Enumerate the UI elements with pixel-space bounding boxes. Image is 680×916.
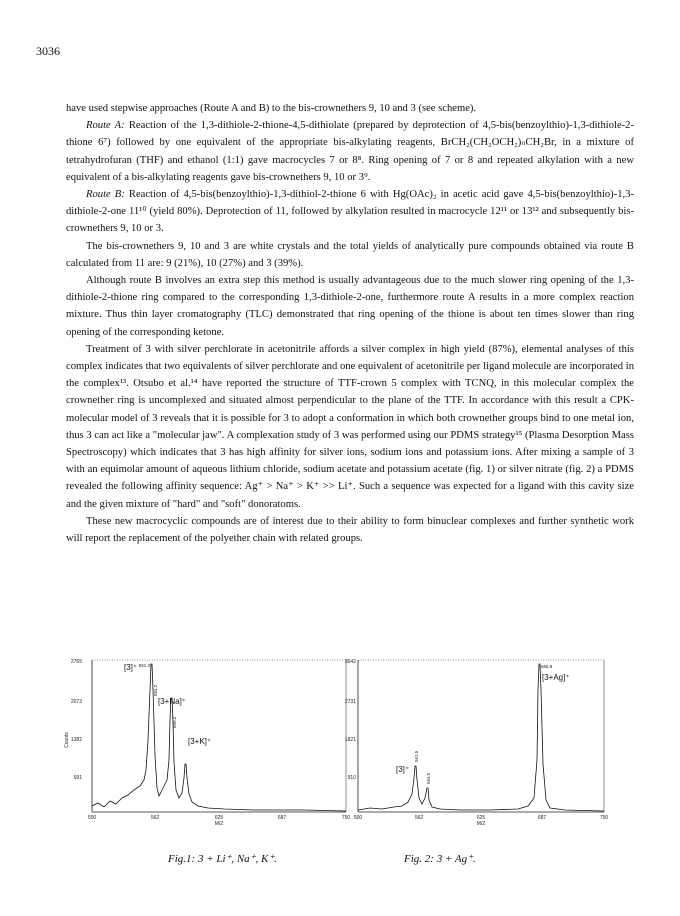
page-number: 3036 [36, 44, 60, 58]
x-tick-label: 500 [353, 815, 363, 821]
paragraph-route-b [66, 186, 634, 238]
peak-mass-label: 584.2 [153, 684, 158, 696]
x-tick-label: 687 [277, 815, 287, 821]
x-tick-label: 625 [214, 815, 224, 821]
figure-2-plot [344, 659, 609, 827]
y-tick-label: 1821 [344, 737, 356, 743]
figure-2-caption: Fig. 2: 3 + Ag⁺. [404, 853, 476, 865]
paragraph-outlook: These new macrocyclic compounds are of interest due to their ability to form binuclear complexes and further synthetic work will report the replacement of the polyether chain with related groups. [66, 515, 634, 545]
spectrum-trace [358, 664, 604, 811]
figure-1-caption: Fig.1: 3 + Li⁺, Na⁺, K⁺. [168, 853, 277, 865]
y-tick-label: 1382 [70, 737, 82, 743]
paragraph-complexation: Treatment of 3 with silver perchlorate in acetonitrile affords a silver complex in high yield (87%), elemental analyses of this complex indicates that two equivalents of silver perchlorate and one equivalent of acetonitrile per ligand molecule are incorporated in the complex¹³. Otsubo et al.¹⁴ have reported the structure of TTF-crown 5 complex with TCNQ, in this molecular complex the crownether ring is uncomplexed and situated almost perpendicular to the plane of the TTF. In accordance with this result a CPK-molecular model of 3 reveals that it is possible for 3 to adopt a conformation in which both crownether groups bind to one metal ion, thus 3 can act like a "molecular jaw". A complexation study of 3 was performed using our PDMS strategy¹⁵ (Plasma Desorption Mass Spectroscopy) which indicates that 3 has high affinity for silver ions, sodium ions and potassium ions. After mixing a sample of 3 with an equimolar amount of aqueous lithium chloride, sodium acetate and potassium acetate (fig. 1) or silver nitrate (fig. 2) a PDMS revealed the following affinity sequence: Ag⁺ > Na⁺ > K⁺ >> Li⁺. Such a sequence was expected for a ligand with this cavity size and the given mixture of "hard" and "soft" donoratoms. [66, 343, 634, 510]
x-tick-label: 500 [87, 815, 97, 821]
y-tick-label: 2073 [70, 699, 82, 705]
x-tick-label: 750 [599, 815, 609, 821]
figure-2-spectrum [344, 659, 609, 827]
x-axis-label: M/Z [476, 821, 486, 827]
y-axis-label: Counts [64, 732, 70, 748]
peak-mass-label: 561.5 [414, 750, 419, 762]
ion-label-ag: [3+Ag]⁺ [542, 673, 570, 682]
ion-label-na: [3+Na]⁺ [158, 697, 187, 706]
peak-mass-label: 561.3 [138, 663, 150, 668]
y-tick-label: 2731 [344, 699, 356, 705]
spectrum-trace [92, 664, 346, 811]
article-body [66, 100, 634, 547]
x-tick-label: 750 [341, 815, 351, 821]
peak-mass-label: 584.5 [426, 772, 431, 784]
y-tick-label: 691 [73, 775, 82, 781]
x-tick-label: 687 [537, 815, 547, 821]
peak-mass-label: 668.8 [541, 664, 553, 669]
paragraph-route-comparison: Although route B involves an extra step this method is usually advantageous due to the much slower ring opening of the 1,3-dithiole-2-thione ring compared to the corresponding 1,3-dithiole-2-one, furthermore route A results in a more complex reaction mixture. Thus thin layer cromatography (TLC) demonstrated that ring opening of the thione is about ten times slower than ring opening of the corresponding ketone. [66, 275, 634, 338]
x-tick-label: 625 [476, 815, 486, 821]
paragraph-yields: The bis-crownethers 9, 10 and 3 are white crystals and the total yields of analytically pure compounds obtained via route B calculated from 11 are: 9 (21%), 10 (27%) and 3 (39%). [66, 240, 634, 269]
y-tick-label: 3642 [344, 659, 356, 665]
route-a-label: Route A: [86, 120, 125, 132]
x-axis-label: M/Z [214, 821, 224, 827]
paragraph-route-a [66, 117, 634, 186]
y-tick-label: 2765 [70, 659, 82, 665]
ion-label-m: [3]⁺ [396, 765, 410, 774]
route-a-text: Reaction of the 1,3-dithiole-2-thione-4,5-dithiolate (prepared by deprotection of 4,5-bis(benzoylthio)-1,3-dithiole-2-thione 6⁷) followed by one equivalent of the appropriate bis-alkylating reagents, BrCH₂(CH₂OCH₂)ₙCH₂Br, in a mixture of tetrahydrofuran (THF) and ethanol (1:1) gave macrocycles 7 or 8⁸. Ring opening of 7 or 8 and repeated alkylation with a new equivalent of a bis-alkylating reagents gave bis-crownethers 9, 10 or 3⁹. [66, 120, 634, 183]
paragraph-intro: have used stepwise approaches (Route A and B) to the bis-crownethers 9, 10 and 3 (see scheme). [66, 103, 477, 114]
route-b-label: Route B: [86, 189, 125, 201]
ion-label-m: [3]⁺ [124, 663, 138, 672]
y-tick-label: 910 [347, 775, 356, 781]
x-tick-label: 562 [414, 815, 424, 821]
x-tick-label: 562 [150, 815, 160, 821]
peak-mass-label: 600.2 [172, 716, 177, 728]
route-b-text: Reaction of 4,5-bis(benzoylthio)-1,3-dithiol-2-thione 6 with Hg(OAc)₂ in acetic acid gave 4,5-bis(benzoylthio)-1,3-dithiole-2-one 11¹⁰ (yield 80%). Deprotection of 11, followed by alkylation resulted in macrocycle 12¹¹ or 13¹² and subsequently bis-crownethers 9, 10 or 3. [66, 189, 635, 235]
ion-label-k: [3+K]⁺ [188, 737, 212, 746]
